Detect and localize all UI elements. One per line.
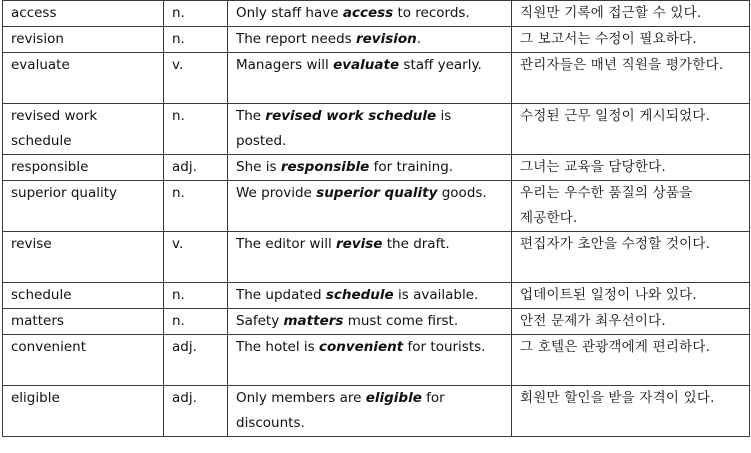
example-keyword: schedule (325, 287, 394, 303)
word-cell: evaluate (3, 53, 164, 104)
table-row (3, 309, 750, 335)
example-text: the draft. (382, 236, 450, 252)
table-row (3, 27, 750, 53)
word-cell: convenient (3, 335, 164, 386)
table-row (3, 53, 750, 104)
example-text: She is (236, 159, 281, 175)
table-row (3, 1, 750, 27)
word-cell: schedule (3, 283, 164, 309)
part-of-speech-cell: adj. (164, 155, 228, 181)
example-text: The (236, 108, 266, 124)
example-text: for training. (369, 159, 454, 175)
example-keyword: access (342, 5, 394, 21)
example-sentence-cell (228, 53, 512, 104)
korean-translation-cell: 우리는 우수한 품질의 상품을 제공한다. (512, 181, 750, 232)
table-row (3, 104, 750, 155)
example-text: The report needs (236, 31, 356, 47)
word-cell: superior quality (3, 181, 164, 232)
word-cell: revise (3, 232, 164, 283)
example-keyword: convenient (318, 339, 404, 355)
example-text: for tourists. (403, 339, 486, 355)
word-cell: eligible (3, 386, 164, 437)
example-sentence-cell (228, 232, 512, 283)
word-cell: matters (3, 309, 164, 335)
example-keyword: revised work schedule (265, 108, 437, 124)
example-text: to records. (393, 5, 470, 21)
example-keyword: revision (355, 31, 417, 47)
korean-translation-cell: 회원만 할인을 받을 자격이 있다. (512, 386, 750, 437)
example-text: for discounts. (236, 390, 445, 431)
example-text: Safety (236, 313, 284, 329)
part-of-speech-cell: n. (164, 283, 228, 309)
example-text: is posted. (236, 108, 452, 149)
korean-translation-cell: 그 호텔은 관광객에게 편리하다. (512, 335, 750, 386)
korean-translation-cell: 업데이트된 일정이 나와 있다. (512, 283, 750, 309)
table-row (3, 335, 750, 386)
example-text: Only members are (236, 390, 366, 406)
example-text: The updated (236, 287, 326, 303)
example-sentence-cell (228, 335, 512, 386)
example-text: We provide (236, 185, 317, 201)
example-sentence-cell (228, 181, 512, 232)
korean-translation-cell: 관리자들은 매년 직원을 평가한다. (512, 53, 750, 104)
example-text: must come first. (343, 313, 459, 329)
word-cell: revision (3, 27, 164, 53)
example-sentence-cell (228, 309, 512, 335)
korean-translation-cell: 직원만 기록에 접근할 수 있다. (512, 1, 750, 27)
vocabulary-table (2, 0, 750, 437)
part-of-speech-cell: adj. (164, 386, 228, 437)
example-text: goods. (437, 185, 487, 201)
example-text: The hotel is (236, 339, 319, 355)
example-text: . (416, 31, 422, 47)
part-of-speech-cell: n. (164, 1, 228, 27)
example-sentence-cell (228, 1, 512, 27)
korean-translation-cell: 편집자가 초안을 수정할 것이다. (512, 232, 750, 283)
example-text: Only staff have (236, 5, 343, 21)
korean-translation-cell: 수정된 근무 일정이 게시되었다. (512, 104, 750, 155)
example-keyword: revise (336, 236, 383, 252)
part-of-speech-cell: v. (164, 53, 228, 104)
word-cell: access (3, 1, 164, 27)
part-of-speech-cell: n. (164, 181, 228, 232)
word-cell: revised work schedule (3, 104, 164, 155)
example-keyword: evaluate (333, 57, 400, 73)
korean-translation-cell: 그 보고서는 수정이 필요하다. (512, 27, 750, 53)
table-row (3, 181, 750, 232)
example-keyword: superior quality (316, 185, 438, 201)
example-sentence-cell (228, 283, 512, 309)
example-keyword: matters (283, 313, 344, 329)
example-sentence-cell (228, 155, 512, 181)
part-of-speech-cell: n. (164, 104, 228, 155)
example-keyword: responsible (280, 159, 370, 175)
example-text: Managers will (236, 57, 334, 73)
table-row (3, 232, 750, 283)
part-of-speech-cell: v. (164, 232, 228, 283)
example-text: is available. (393, 287, 479, 303)
table-row (3, 283, 750, 309)
word-cell: responsible (3, 155, 164, 181)
example-sentence-cell (228, 27, 512, 53)
example-keyword: eligible (365, 390, 422, 406)
korean-translation-cell: 그녀는 교육을 담당한다. (512, 155, 750, 181)
part-of-speech-cell: n. (164, 309, 228, 335)
part-of-speech-cell: n. (164, 27, 228, 53)
korean-translation-cell: 안전 문제가 최우선이다. (512, 309, 750, 335)
table-row (3, 155, 750, 181)
table-row (3, 386, 750, 437)
example-text: The editor will (236, 236, 337, 252)
example-text: staff yearly. (399, 57, 482, 73)
part-of-speech-cell: adj. (164, 335, 228, 386)
example-sentence-cell (228, 104, 512, 155)
example-sentence-cell (228, 386, 512, 437)
